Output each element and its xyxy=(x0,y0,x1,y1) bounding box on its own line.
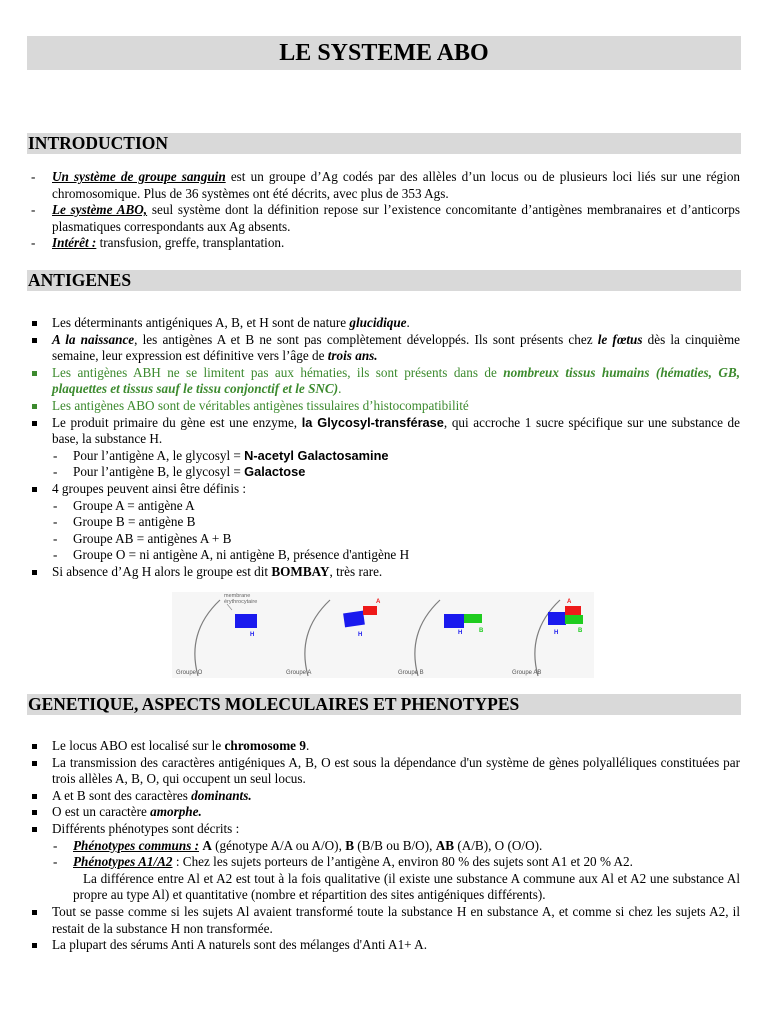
antigen-tag: H xyxy=(458,630,463,636)
antigen-h-block xyxy=(548,612,566,625)
figure-caption: Groupe O xyxy=(176,670,203,676)
list-item: - Pour l’antigène B, le glycosyl = Galactose xyxy=(53,464,306,480)
antigen-a-block xyxy=(565,606,581,615)
antigen-tag: A xyxy=(376,599,381,605)
list-item: Les antigènes ABO sont de véritables antigènes tissulaires d’histocompatibilité xyxy=(31,398,740,415)
membrane-label: érythrocytaire xyxy=(224,599,258,605)
antigen-h-block xyxy=(444,614,464,628)
list-item: - Phénotypes communs : A (génotype A/A ou A/O), B (B/B ou B/O), AB (A/B), O (O/O). xyxy=(53,837,543,853)
list-item: Le locus ABO est localisé sur le chromosome 9. xyxy=(31,738,740,755)
list-item: - Un système de groupe sanguin est un groupe d’Ag codés par des allèles d’un locus ou de plusieurs loci liés sur une région chromosomique. Plus de 36 systèmes ont été décrits, avec plus de 353 Ags. xyxy=(31,169,741,201)
list-item: - Groupe AB = antigènes A + B xyxy=(53,530,232,546)
list-item: Si absence d’Ag H alors le groupe est dit BOMBAY, très rare. xyxy=(31,564,740,581)
section-heading-introduction: INTRODUCTION xyxy=(27,133,741,154)
antigen-tag: B xyxy=(479,628,484,634)
antigen-tag: A xyxy=(567,599,572,605)
list-item: - Phénotypes A1/A2 : Chez les sujets porteurs de l’antigène A, environ 80 % des sujets sont A1 et 20 % A2. xyxy=(53,854,633,870)
figure-caption: Groupe AB xyxy=(512,670,542,676)
list-item: La transmission des caractères antigéniques A, B, O est sous la dépendance d'un système de gènes polyalléliques constituées par trois allèles A, B, O, qui occupent un seul locus. xyxy=(31,755,740,788)
antigenes-list xyxy=(31,315,740,581)
list-item: Différents phénotypes sont décrits : xyxy=(31,821,740,838)
list-item: La différence entre Al et A2 est tout à la fois qualitative (il existe une substance A commune aux Al et A2 une substance Al propre au type Al) et quantitative (nombre et répartition des sites antigéniques différents). xyxy=(73,870,740,903)
list-item: A la naissance, les antigènes A et B ne sont pas complètement développés. Ils sont présents chez le fœtus dès la cinquième semaine, leur expression est définitive vers l’âge de trois ans. xyxy=(31,332,740,365)
antigen-tag: H xyxy=(250,632,255,638)
list-item: Les antigènes ABH ne se limitent pas aux hématies, ils sont présents dans de nombreux tissus humains (hématies, GB, plaquettes et tissus sauf le tissu conjonctif et le SNC). xyxy=(31,365,740,398)
page-title: LE SYSTEME ABO xyxy=(27,36,741,70)
genetique-list xyxy=(31,738,740,954)
antigen-b-block xyxy=(565,615,583,624)
antigen-b-block xyxy=(464,614,482,623)
list-item: - Groupe A = antigène A xyxy=(53,497,195,513)
antigen-h-block xyxy=(235,614,257,628)
abo-antigen-figure xyxy=(172,592,594,678)
membrane-label: membrane xyxy=(224,593,251,599)
list-item: O est un caractère amorphe. xyxy=(31,804,740,821)
list-item: 4 groupes peuvent ainsi être définis : xyxy=(31,481,740,498)
antigen-tag: H xyxy=(358,632,363,638)
list-item: Les déterminants antigéniques A, B, et H sont de nature glucidique. xyxy=(31,315,740,332)
antigen-tag: H xyxy=(554,630,559,636)
list-item: - Pour l’antigène A, le glycosyl = N-acetyl Galactosamine xyxy=(53,447,389,463)
list-item: Tout se passe comme si les sujets Al avaient transformé toute la substance H en substance A, et comme si chez les sujets A2, il restait de la substance H non transformée. xyxy=(31,904,740,937)
list-item: Le produit primaire du gène est une enzyme, la Glycosyl-transférase, qui accroche 1 sucre spécifique sur une substance de base, la substance H. xyxy=(31,415,740,448)
list-item: - Intérêt : transfusion, greffe, transplantation. xyxy=(31,235,285,251)
list-item: - Groupe O = ni antigène A, ni antigène B, présence d'antigène H xyxy=(53,547,410,563)
section-heading-genetique: GENETIQUE, ASPECTS MOLECULAIRES ET PHENOTYPES xyxy=(27,694,741,715)
antigen-a-block xyxy=(363,606,377,615)
introduction-list xyxy=(31,169,740,252)
list-item: A et B sont des caractères dominants. xyxy=(31,788,740,805)
list-item: - Groupe B = antigène B xyxy=(53,514,196,530)
list-item: - Le système ABO, seul système dont la définition repose sur l’existence concomitante d’antigènes membranaires et d’anticorps plasmatiques correspondants aux Ag absents. xyxy=(31,202,740,234)
figure-caption: Groupe A xyxy=(286,670,312,676)
antigen-tag: B xyxy=(578,628,583,634)
figure-caption: Groupe B xyxy=(398,670,424,676)
section-heading-antigenes: ANTIGENES xyxy=(27,270,741,291)
list-item: La plupart des sérums Anti A naturels sont des mélanges d'Anti A1+ A. xyxy=(31,937,740,954)
antigen-h-block xyxy=(343,611,365,628)
